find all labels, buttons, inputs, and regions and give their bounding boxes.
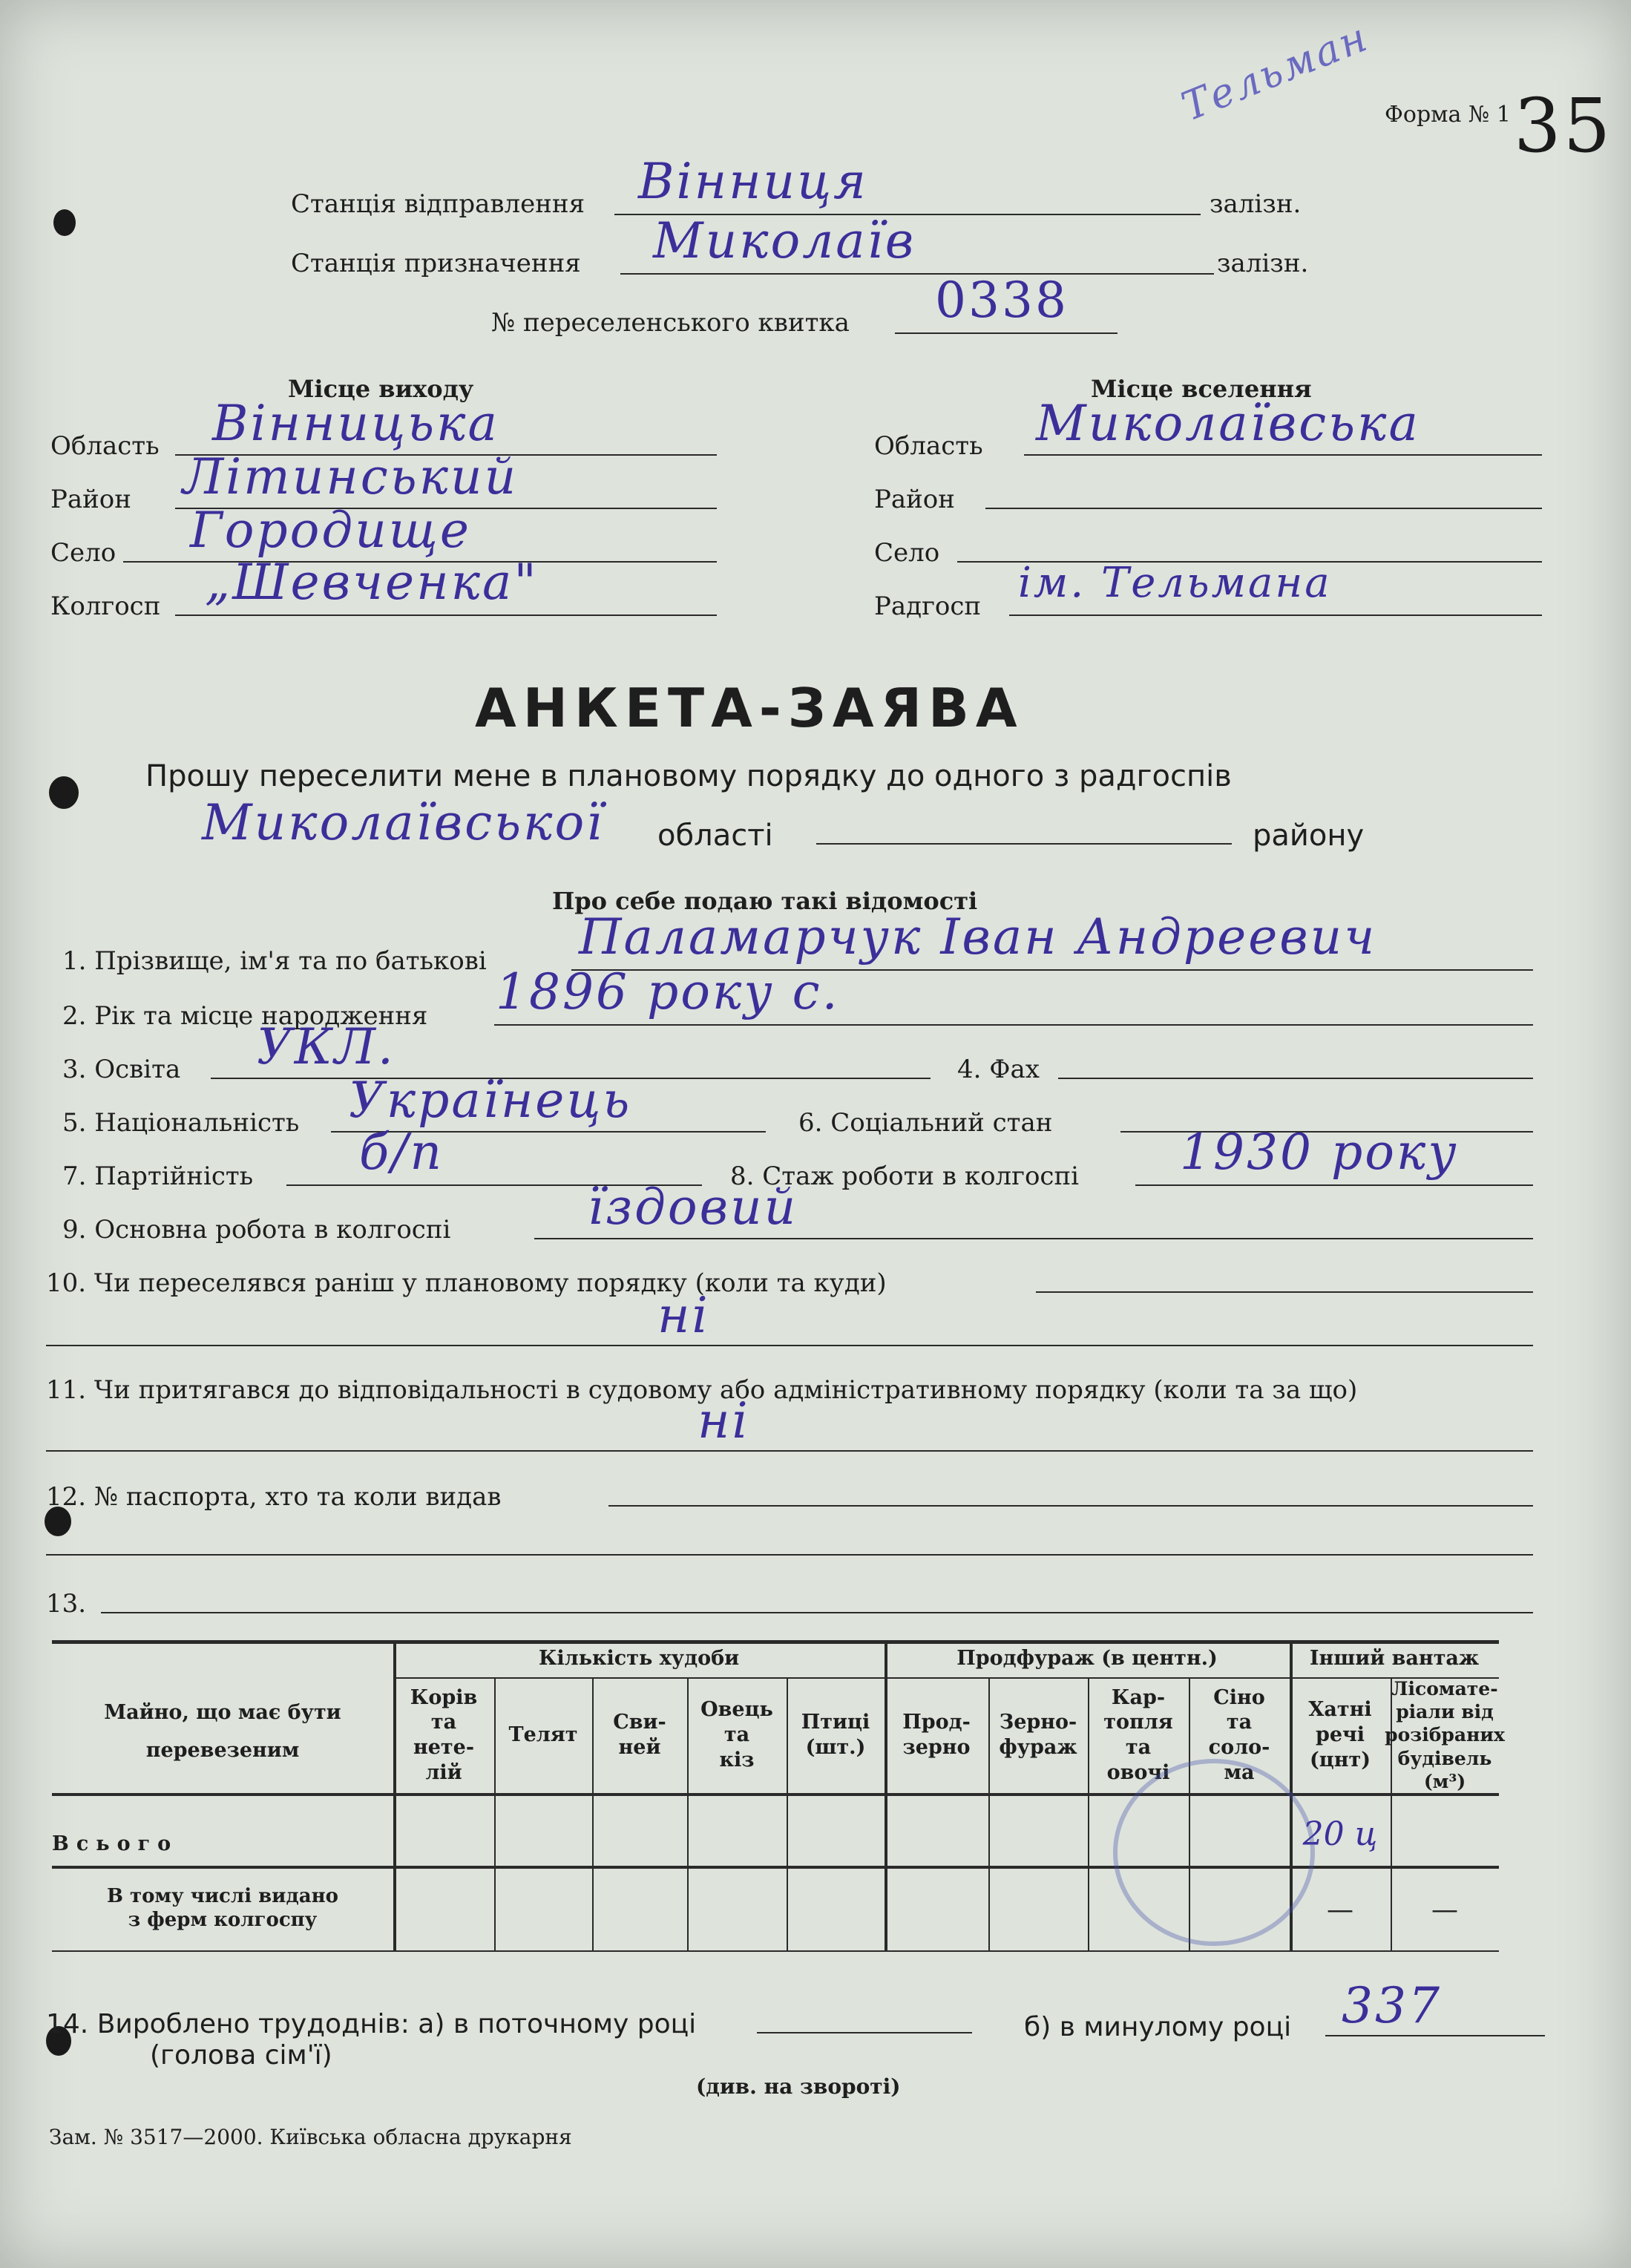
settlement-radhosp-line bbox=[1009, 614, 1542, 616]
col-feed: Зерно- фураж bbox=[999, 1711, 1077, 1759]
destination-suffix: залізн. bbox=[1217, 249, 1309, 278]
destination-line bbox=[620, 273, 1214, 275]
origin-kolhosp-label: Колгосп bbox=[50, 591, 161, 621]
origin-oblast-value: Вінницька bbox=[212, 395, 499, 452]
origin-oblast-label: Область bbox=[50, 431, 160, 461]
request-line: Прошу переселити мене в плановому порядку до одного з радгоспів bbox=[145, 759, 1232, 793]
col-poultry: Птиці (шт.) bbox=[801, 1711, 870, 1759]
settlement-raion-label: Район bbox=[874, 485, 955, 514]
settlement-radhosp-value: ім. Тельмана bbox=[1018, 559, 1332, 607]
corner-signature: Тельман bbox=[1175, 13, 1376, 131]
destination-value: Миколаїв bbox=[653, 212, 916, 269]
q13-line bbox=[101, 1612, 1533, 1613]
departure-suffix: залізн. bbox=[1210, 189, 1302, 219]
col-calves: Телят bbox=[508, 1723, 578, 1747]
workdays-value-b: 337 bbox=[1342, 1977, 1442, 2034]
request-raion-line bbox=[816, 843, 1232, 845]
q7-value: б/п bbox=[359, 1124, 444, 1181]
q5-value: Українець bbox=[349, 1072, 632, 1129]
q10-value: ні bbox=[657, 1287, 710, 1344]
q1-label: 1. Прізвище, ім'я та по батькові bbox=[62, 946, 487, 976]
workdays-label-a2: (голова сім'ї) bbox=[150, 2040, 332, 2071]
workdays-line-b bbox=[1325, 2035, 1545, 2036]
col-timber: Лісомате- ріали від розібраних будівель (м³) bbox=[1385, 1677, 1505, 1792]
request-oblast-value: Миколаївської bbox=[202, 794, 605, 851]
form-number: Форма № 1 bbox=[1385, 102, 1511, 128]
workdays-label-a: 14. Вироблено трудоднів: а) в поточному році bbox=[46, 2009, 697, 2039]
q5-label: 5. Національність bbox=[62, 1108, 300, 1138]
settlement-oblast-label: Область bbox=[874, 431, 983, 461]
col-grain: Прод- зерно bbox=[902, 1711, 971, 1759]
row-farm-label: В тому числі видано з ферм колгоспу bbox=[106, 1884, 339, 1931]
property-header: Майно, що має бути перевезеним bbox=[104, 1700, 341, 1762]
q11-label: 11. Чи притягався до відповідальності в судовому або адміністративному порядку (коли та за що) bbox=[46, 1375, 1358, 1405]
group-other: Інший вантаж bbox=[1309, 1647, 1480, 1671]
cell-total-household: 20 ц bbox=[1302, 1815, 1378, 1853]
ticket-line bbox=[895, 332, 1118, 334]
col-household: Хатні речі (цнт) bbox=[1308, 1698, 1372, 1772]
q2-line bbox=[494, 1024, 1533, 1026]
origin-selo-value: Городище bbox=[190, 502, 471, 559]
archive-number: 35 bbox=[1514, 82, 1613, 169]
printer-line: Зам. № 3517—2000. Київська обласна друкарня bbox=[49, 2125, 572, 2149]
q2-label: 2. Рік та місце народження bbox=[62, 1001, 428, 1031]
cell-farm-household: — bbox=[1327, 1895, 1353, 1925]
q12-label: 12. № паспорта, хто та коли видав bbox=[46, 1482, 502, 1512]
col-pigs: Сви- ней bbox=[613, 1711, 666, 1759]
settlement-selo-label: Село bbox=[874, 538, 940, 568]
faint-stamp bbox=[1113, 1759, 1315, 1946]
departure-value: Вінниця bbox=[638, 153, 868, 210]
origin-raion-label: Район bbox=[50, 485, 131, 514]
cell-farm-timber: — bbox=[1431, 1895, 1458, 1925]
group-livestock: Кількість худоби bbox=[538, 1647, 740, 1671]
q3-value: УКЛ. bbox=[257, 1018, 396, 1075]
col-sheep: Овець та кіз bbox=[700, 1698, 773, 1772]
q3-label: 3. Освіта bbox=[62, 1055, 181, 1084]
q11-value: ні bbox=[698, 1392, 750, 1449]
q9-value: їздовий bbox=[588, 1179, 798, 1236]
q7-label: 7. Партійність bbox=[62, 1161, 254, 1191]
col-potatoes: Кар- топля та овочі bbox=[1103, 1685, 1173, 1784]
origin-kolhosp-line bbox=[175, 614, 717, 616]
workdays-line-a bbox=[757, 2032, 972, 2033]
info-heading: Про себе подаю такі відомості bbox=[552, 887, 978, 915]
q10-label: 10. Чи переселявся раніш у плановому порядку (коли та куди) bbox=[46, 1268, 887, 1298]
origin-kolhosp-value: „Шевченка" bbox=[205, 554, 539, 611]
q8-line bbox=[1135, 1184, 1533, 1186]
q10-line-a bbox=[1036, 1291, 1533, 1293]
q8-label: 8. Стаж роботи в колгоспі bbox=[730, 1161, 1080, 1191]
settlement-heading: Місце вселення bbox=[1091, 375, 1312, 403]
ticket-value: 0338 bbox=[935, 272, 1069, 329]
request-raion-word: району bbox=[1253, 819, 1365, 853]
col-hay: Сіно та соло- ма bbox=[1208, 1685, 1270, 1784]
settlement-raion-line bbox=[985, 508, 1542, 509]
q10-line-b bbox=[46, 1345, 1533, 1346]
q2-value: 1896 року с. bbox=[496, 963, 840, 1020]
q11-line bbox=[46, 1450, 1533, 1452]
settlement-oblast-line bbox=[1024, 454, 1542, 456]
row-total-label: Всього bbox=[52, 1832, 179, 1856]
punch-hole bbox=[53, 209, 76, 236]
q4-line bbox=[1058, 1078, 1533, 1079]
q9-line bbox=[534, 1238, 1533, 1239]
ticket-label: № переселенського квитка bbox=[491, 308, 850, 338]
departure-label: Станція відправлення bbox=[291, 189, 585, 219]
q8-value: 1930 року bbox=[1180, 1124, 1459, 1181]
group-fodder: Продфураж (в центн.) bbox=[956, 1647, 1218, 1671]
q12-line-b bbox=[46, 1554, 1533, 1556]
destination-label: Станція призначення bbox=[291, 249, 581, 278]
q9-label: 9. Основна робота в колгоспі bbox=[62, 1215, 451, 1245]
origin-selo-label: Село bbox=[50, 538, 116, 568]
q13-label: 13. bbox=[46, 1589, 87, 1619]
col-cows: Корів та нете- лій bbox=[410, 1685, 478, 1784]
workdays-label-b: б) в минулому році bbox=[1024, 2012, 1292, 2042]
turn-over-note: (див. на звороті) bbox=[696, 2074, 901, 2099]
origin-raion-value: Літинський bbox=[183, 448, 519, 505]
origin-heading: Місце виходу bbox=[288, 375, 474, 403]
request-oblast-word: області bbox=[657, 819, 773, 853]
settlement-oblast-value: Миколаївська bbox=[1036, 395, 1420, 452]
q6-label: 6. Соціальний стан bbox=[798, 1108, 1053, 1138]
form-title: АНКЕТА-ЗАЯВА bbox=[475, 677, 1024, 739]
q12-line-a bbox=[608, 1505, 1533, 1507]
q4-label: 4. Фах bbox=[957, 1055, 1040, 1084]
q1-value: Паламарчук Іван Андреевич bbox=[579, 908, 1377, 966]
settlement-radhosp-label: Радгосп bbox=[874, 591, 982, 621]
punch-hole bbox=[49, 776, 79, 809]
